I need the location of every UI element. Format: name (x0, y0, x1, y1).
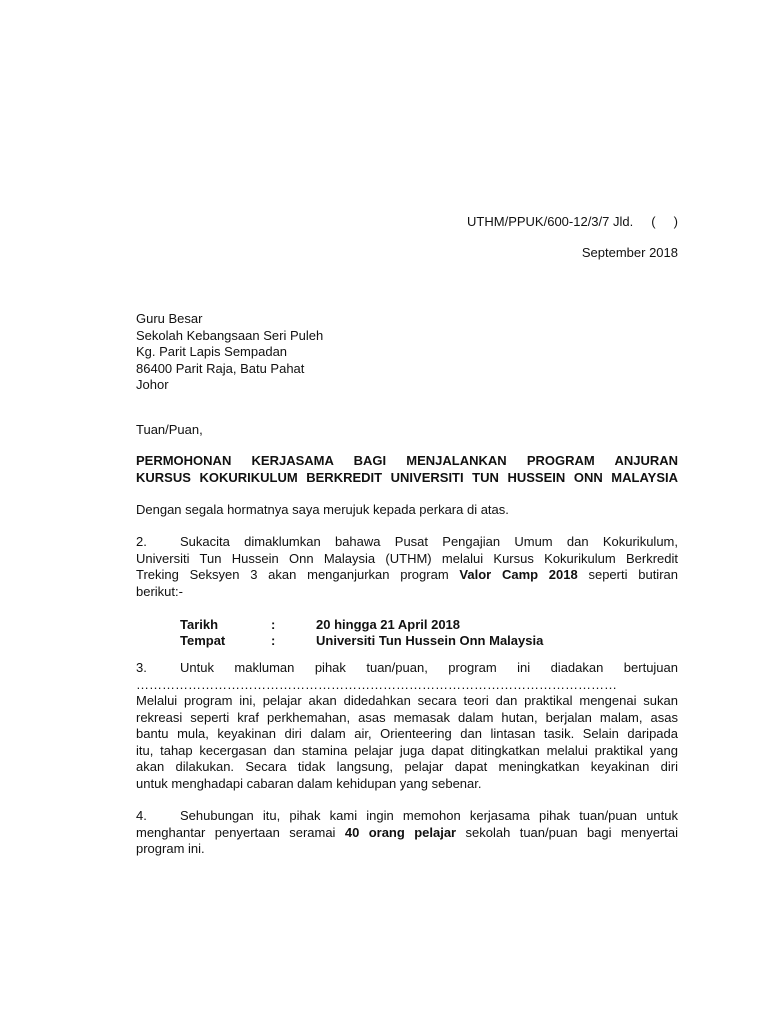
reference-number: UTHM/PPUK/600-12/3/7 Jld. ( ) (467, 214, 678, 229)
recipient-street: Kg. Parit Lapis Sempadan (136, 344, 288, 359)
paragraph-text: bantu mula, keyakinan diri dalam air, Orienteering dan lintasan tasik. Selain daripada (136, 726, 678, 741)
detail-label: Tarikh (180, 617, 219, 632)
paragraph-number: 2. (136, 534, 147, 549)
subject-line-2: KURSUS KOKURIKULUM BERKREDIT UNIVERSITI TUN HUSSEIN ONN MALAYSIA (136, 469, 678, 485)
paragraph-text: Sukacita dimaklumkan bahawa Pusat Pengajian Umum dan Kokurikulum, (180, 534, 678, 549)
dotted-fill-line: ………………………………………………………………………………………………… (136, 676, 617, 692)
recipient-postcode-city: 86400 Parit Raja, Batu Pahat (136, 360, 305, 376)
paragraph-text: akan dilakukan. Secara tidak langsung, pelajar dapat meningkatkan keyakinan diri (136, 759, 678, 774)
paragraph-text: Melalui program ini, pelajar akan didedahkan secara teori dan praktikal mengenai sukan (136, 693, 678, 708)
detail-value: Universiti Tun Hussein Onn Malaysia (316, 633, 544, 648)
subject-heading (136, 453, 678, 486)
salutation: Tuan/Puan, (136, 422, 203, 437)
paragraph-text: Untuk makluman pihak tuan/puan, program ini diadakan bertujuan (180, 660, 678, 675)
paragraph-number: 4. (136, 808, 147, 823)
paragraph-text: itu, tahap kecergasan dan stamina pelajar juga dapat ditingkatkan melalui praktikal yang (136, 742, 678, 758)
subject-line-1: PERMOHONAN KERJASAMA BAGI MENJALANKAN PROGRAM ANJURAN (136, 453, 678, 468)
paragraph-text: program ini. (136, 841, 205, 856)
participant-count: 40 orang pelajar (344, 824, 457, 840)
paragraph-2 (136, 534, 678, 600)
recipient-school: Sekolah Kebangsaan Seri Puleh (136, 327, 324, 343)
recipient-state: Johor (136, 377, 169, 392)
opening-paragraph: Dengan segala hormatnya saya merujuk kepada perkara di atas. (136, 502, 509, 517)
paragraph-text: menghantar penyertaan seramai (136, 824, 345, 840)
paragraph-4 (136, 808, 678, 858)
recipient-address (136, 311, 536, 394)
detail-separator: : (271, 633, 276, 648)
paragraph-text: rekreasi seperti kraf perkhemahan, asas memasak dalam hutan, berjalan malam, asas (136, 709, 678, 725)
paragraph-text: Universiti Tun Hussein Onn Malaysia (UTHM) melalui Kursus Kokurikulum Berkredit (136, 550, 678, 566)
paragraph-text: Sehubungan itu, pihak kami ingin memohon kerjasama pihak tuan/puan untuk (180, 808, 678, 823)
letter-date: September 2018 (581, 245, 678, 260)
paragraph-number: 3. (136, 660, 147, 675)
paragraph-3 (136, 660, 678, 792)
paragraph-text: untuk menghadapi cabaran dalam kehidupan yang sebenar. (136, 775, 482, 791)
program-name: Valor Camp 2018 (459, 567, 578, 582)
recipient-title: Guru Besar (136, 311, 203, 326)
paragraph-text: Treking Seksyen 3 akan menganjurkan program (136, 567, 460, 582)
detail-label: Tempat (180, 633, 226, 648)
detail-separator: : (271, 617, 276, 632)
detail-value: 20 hingga 21 April 2018 (316, 617, 461, 632)
paragraph-text: berikut:- (136, 583, 183, 599)
paragraph-text: sekolah tuan/puan bagi menyertai (456, 824, 678, 840)
paragraph-text: seperti butiran (577, 567, 678, 582)
